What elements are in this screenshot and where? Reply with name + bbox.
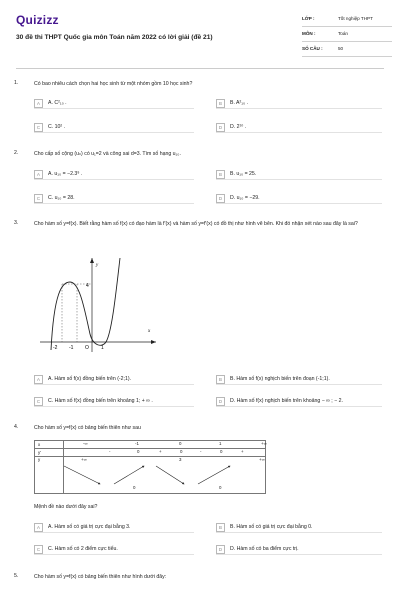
option-letter: B	[216, 170, 225, 179]
sign-value: -	[109, 449, 111, 454]
sign-cell	[64, 449, 266, 457]
option-text: D. 2¹⁰ .	[230, 124, 247, 130]
question-number: 5.	[14, 573, 19, 579]
option-text: A. C²₁₀ .	[48, 100, 67, 106]
y-value: +∞	[259, 457, 265, 462]
sign-value: +	[159, 449, 162, 454]
y-value: 0	[133, 485, 136, 490]
option-letter: C	[34, 123, 43, 132]
meta-table	[302, 12, 392, 57]
sign-value: 0	[220, 449, 223, 454]
option-letter: A	[34, 99, 43, 108]
meta-label: LỚP :	[302, 16, 315, 21]
option-b[interactable]	[216, 169, 382, 180]
option-text: C. 10² .	[48, 124, 66, 130]
option-a[interactable]	[34, 169, 194, 180]
option-d[interactable]	[216, 396, 382, 407]
decreasing-arrow	[156, 466, 184, 484]
option-text: B. Hàm số có giá trị cực đại bằng 0.	[230, 524, 313, 530]
option-letter: A	[34, 375, 43, 384]
y-axis-arrow	[90, 258, 94, 263]
question-prompt-text: Mệnh đề nào dưới đây sai?	[34, 504, 98, 510]
meta-row-count	[302, 42, 392, 57]
x-value: -∞	[83, 441, 88, 446]
row-label: y	[35, 457, 64, 494]
sign-value: -	[200, 449, 202, 454]
x-value: +∞	[261, 441, 267, 446]
option-text: C. Hàm số f(x) đồng biến trên khoảng 1; + ∞ .	[48, 398, 153, 404]
question-text: Cho hàm số y=f(x) có bảng biến thiên như sau	[34, 425, 141, 431]
option-d[interactable]	[216, 193, 382, 204]
option-b[interactable]	[216, 98, 382, 109]
option-text: A. u₁₀ = −2.3⁹ .	[48, 171, 83, 177]
option-text: B. Hàm số f(x) nghịch biến trên đoạn (-1;1).	[230, 376, 330, 382]
question-text: Cho hàm số y=f(x). Biết rằng hàm số f(x) có đạo hàm là f'(x) và hàm số y=f'(x) có đồ thị như hình vẽ bên. Khi đó nhận xét nào sau đây là sai?	[34, 221, 358, 227]
x-tick-label: 1	[101, 345, 104, 351]
sign-value: 0	[137, 449, 140, 454]
question-prompt	[34, 503, 384, 511]
option-text: A. Hàm số có giá trị cực đại bằng 3.	[48, 524, 131, 530]
option-letter: C	[34, 397, 43, 406]
derivative-graph	[40, 252, 158, 352]
variation-arrows	[56, 462, 266, 492]
x-values-cell	[64, 441, 266, 449]
option-letter: D	[216, 545, 225, 554]
option-c[interactable]	[34, 193, 194, 204]
header	[0, 0, 400, 68]
x-tick-label: -1	[69, 345, 74, 351]
sign-value: 0	[180, 449, 183, 454]
option-letter: C	[34, 194, 43, 203]
option-letter: B	[216, 375, 225, 384]
y-value: 0	[219, 485, 222, 490]
option-c[interactable]	[34, 396, 194, 407]
table-row	[35, 449, 266, 457]
option-text: D. Hàm số có ba điểm cực trị.	[230, 546, 299, 552]
y-value: 3	[179, 457, 182, 462]
option-text: D. u₁₀ = −29.	[230, 195, 260, 201]
meta-label: MÔN :	[302, 31, 316, 36]
row-label: x	[35, 441, 64, 449]
y-axis-label: y	[96, 263, 99, 268]
meta-value: Toán	[338, 31, 348, 36]
y-value: +∞	[81, 457, 87, 462]
table-row	[35, 441, 266, 449]
x-value: 0	[179, 441, 182, 446]
meta-value: Tốt nghiệp THPT	[338, 16, 373, 21]
question-number: 1.	[14, 80, 19, 86]
sign-value: +	[241, 449, 244, 454]
x-tick-label: -2	[53, 345, 58, 351]
meta-value: 50	[338, 46, 344, 51]
option-b[interactable]	[216, 374, 382, 385]
option-letter: D	[216, 123, 225, 132]
x-axis-arrow	[151, 340, 156, 344]
row-label: y'	[35, 449, 64, 457]
option-text: B. A²₁₀ .	[230, 100, 249, 106]
question-text: Cho hàm số y=f(x) có bảng biến thiên như hình dưới đây:	[34, 574, 167, 580]
option-text: C. u₁₀ = 28.	[48, 195, 75, 201]
x-value: 1	[219, 441, 222, 446]
question-number: 2.	[14, 150, 19, 156]
y-tick-label: 4	[86, 283, 89, 289]
option-letter: A	[34, 523, 43, 532]
option-d[interactable]	[216, 544, 382, 555]
option-letter: B	[216, 523, 225, 532]
document-title: 30 đề thi THPT Quốc gia môn Toán năm 2022 có lời giải (đề 21)	[16, 34, 213, 41]
option-text: B. u₁₀ = 25.	[230, 171, 257, 177]
origin-label: O	[85, 345, 89, 351]
question-number: 4.	[14, 424, 19, 430]
meta-row-class	[302, 12, 392, 27]
increasing-arrow	[198, 466, 230, 484]
option-letter: A	[34, 170, 43, 179]
option-c[interactable]	[34, 544, 194, 555]
x-axis-label: x	[148, 329, 151, 334]
decreasing-arrow	[64, 466, 100, 484]
header-divider	[16, 68, 384, 69]
option-a[interactable]	[34, 374, 194, 385]
x-value: -1	[135, 441, 139, 446]
option-text: A. Hàm số f(x) đồng biến trên (-2;1).	[48, 376, 132, 382]
option-a[interactable]	[34, 98, 194, 109]
option-c[interactable]	[34, 122, 194, 133]
option-a[interactable]	[34, 522, 194, 533]
option-letter: B	[216, 99, 225, 108]
option-text: C. Hàm số có 2 điểm cực tiểu.	[48, 546, 118, 552]
option-letter: D	[216, 397, 225, 406]
option-b[interactable]	[216, 522, 382, 533]
meta-label: SỐ CÂU :	[302, 46, 323, 51]
option-d[interactable]	[216, 122, 382, 133]
option-text: D. Hàm số f(x) nghịch biến trên khoảng − ∞ ; − 2.	[230, 398, 343, 404]
increasing-arrow	[114, 466, 144, 484]
quizizz-logo: Quizizz	[16, 13, 59, 27]
question-text: Có bao nhiêu cách chọn hai học sinh từ một nhóm gồm 10 học sinh?	[34, 81, 193, 87]
option-letter: D	[216, 194, 225, 203]
question-text: Cho cấp số cộng (uₙ) có u₁=2 và công sai d=3. Tìm số hạng u₁₀.	[34, 151, 181, 157]
option-letter: C	[34, 545, 43, 554]
question-number: 3.	[14, 220, 19, 226]
function-curve	[51, 258, 120, 350]
meta-row-subject	[302, 27, 392, 42]
